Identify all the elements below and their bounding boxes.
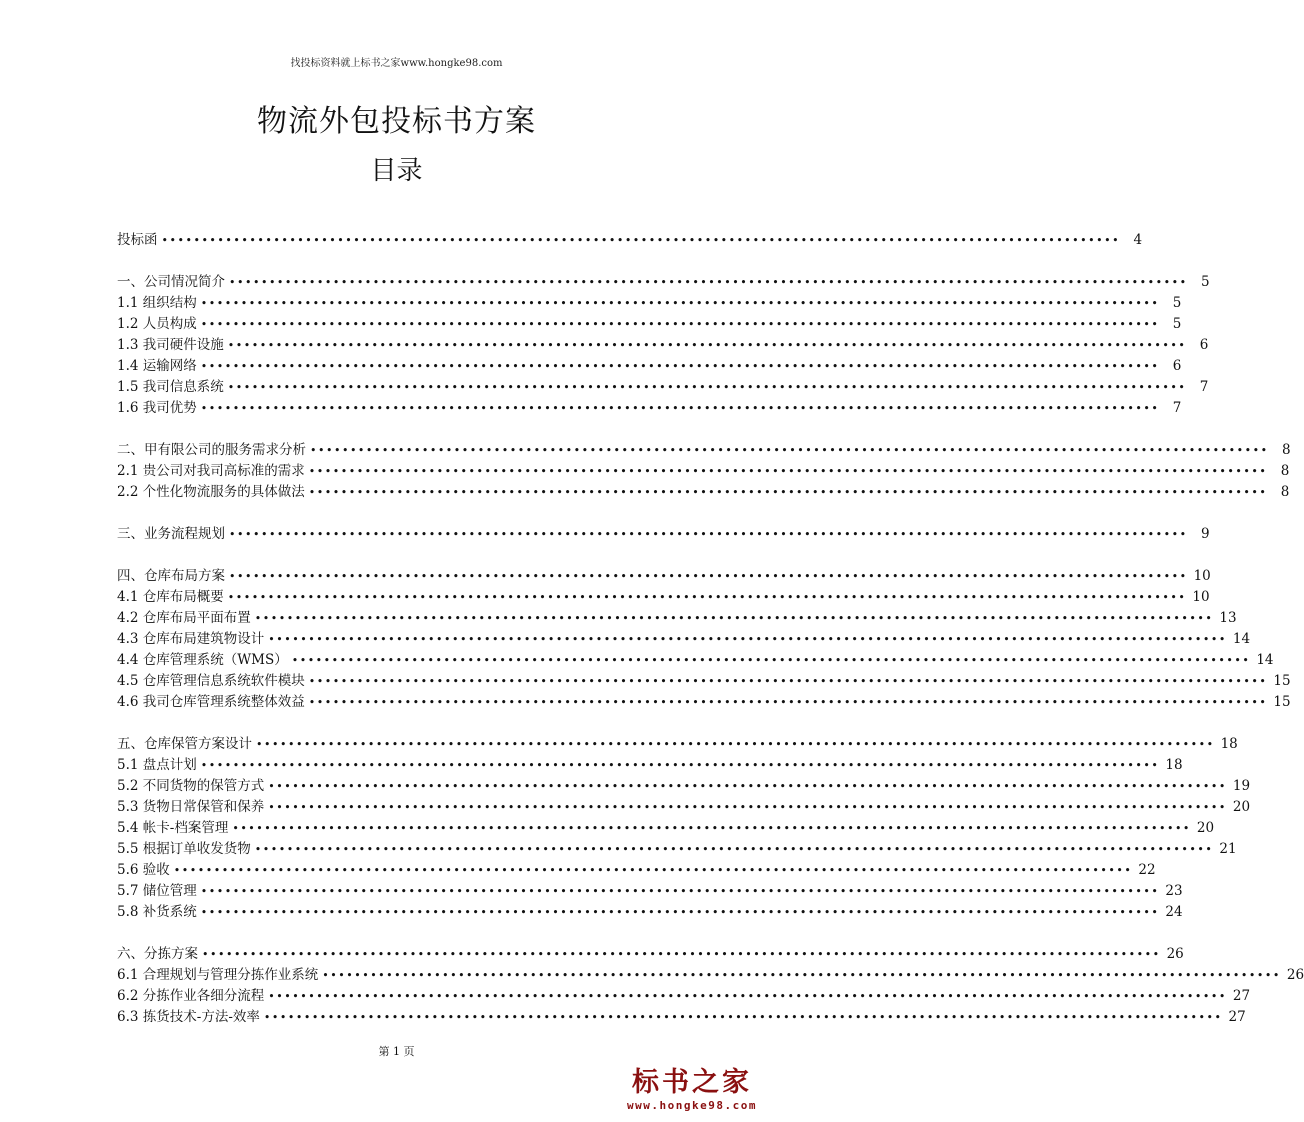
toc-entry-label: 1.2 人员构成 [117, 316, 197, 332]
toc-entry-page: 7 [1172, 400, 1182, 416]
toc-entry[interactable] [117, 839, 1237, 860]
toc-entry-page: 19 [1232, 778, 1251, 794]
toc-entry[interactable] [117, 755, 1183, 776]
toc-entry-page: 21 [1219, 841, 1237, 857]
toc-leader-dots: •••••••••••••••••••••••••••••••••••••••••••••••••••••••••••••••••••••••••••••••••••••••••••••••••••••••••••••••••••••••• [256, 738, 1215, 751]
toc-entry-page: 10 [1193, 568, 1211, 584]
toc-leader-dots: •••••••••••••••••••••••••••••••••••••••••••••••••••••••••••••••••••••••••••••••••••••••••••••••••••••••••••••••••••••••• [202, 948, 1161, 961]
toc-entry-label: 4.4 仓库管理系统（WMS） [117, 652, 288, 668]
document-title: 物流外包投标书方案 [257, 104, 536, 139]
toc-leader-dots: •••••••••••••••••••••••••••••••••••••••••••••••••••••••••••••••••••••••••••••••••••••••••••••••••••••••••••••••••••••••• [200, 297, 1160, 310]
toc-leader-dots: •••••••••••••••••••••••••••••••••••••••••••••••••••••••••••••••••••••••••••••••••••••••••••••••••••••••••••••••••••••••• [227, 339, 1187, 352]
toc-entry-page: 27 [1232, 988, 1251, 1004]
toc-entry-page: 5 [1172, 295, 1182, 311]
toc-entry[interactable] [117, 524, 1210, 545]
toc-entry-page: 14 [1256, 652, 1274, 668]
toc-entry[interactable] [117, 230, 1143, 251]
toc-entry-page: 10 [1192, 589, 1210, 605]
toc-entry[interactable] [117, 461, 1290, 482]
toc-entry-label: 四、仓库布局方案 [117, 568, 225, 584]
toc-entry-label: 一、公司情况简介 [117, 274, 225, 290]
toc-entry-label: 5.2 不同货物的保管方式 [117, 778, 265, 794]
toc-entry[interactable] [117, 482, 1290, 503]
toc-entry-label: 1.1 组织结构 [117, 295, 197, 311]
toc-entry[interactable] [117, 881, 1183, 902]
toc-entry-label: 4.6 我司仓库管理系统整体效益 [117, 694, 305, 710]
toc-leader-dots: •••••••••••••••••••••••••••••••••••••••••••••••••••••••••••••••••••••••••••••••••••••••••••••••••••••••••••••••••••••••• [308, 486, 1268, 499]
toc-entry-page: 20 [1232, 799, 1251, 815]
toc-entry-page: 6 [1199, 337, 1209, 353]
toc-leader-dots: •••••••••••••••••••••••••••••••••••••••••••••••••••••••••••••••••••••••••••••••••••••••••••••••••••••••••••••••••••••••• [268, 990, 1227, 1003]
toc-leader-dots: •••••••••••••••••••••••••••••••••••••••••••••••••••••••••••••••••••••••••••••••••••••••••••••••••••••••••••••••••••••••• [254, 843, 1214, 856]
toc-entry[interactable] [117, 293, 1182, 314]
page-number: 第 1 页 [378, 1045, 415, 1058]
toc-entry-page: 23 [1165, 883, 1183, 899]
toc-entry-label: 6.3 拣货技术-方法-效率 [117, 1009, 260, 1025]
toc-entry[interactable] [117, 860, 1156, 881]
toc-leader-dots: •••••••••••••••••••••••••••••••••••••••••••••••••••••••••••••••••••••••••••••••••••••••••••••••••••••••••••••••••••••••• [268, 801, 1227, 814]
toc-entry-page: 26 [1286, 967, 1304, 983]
toc-entry-page: 6 [1172, 358, 1182, 374]
toc-entry-label: 6.1 合理规划与管理分拣作业系统 [117, 967, 319, 983]
toc-entry-page: 27 [1228, 1009, 1246, 1025]
toc-leader-dots: •••••••••••••••••••••••••••••••••••••••••••••••••••••••••••••••••••••••••••••••••••••••••••••••••••••••••••••••••••••••• [200, 906, 1160, 919]
toc-entry[interactable] [117, 587, 1210, 608]
toc-entry[interactable] [117, 818, 1215, 839]
toc-entry-page: 4 [1133, 232, 1143, 248]
toc-leader-dots: •••••••••••••••••••••••••••••••••••••••••••••••••••••••••••••••••••••••••••••••••••••••••••••••••••••••••••••••••••••••• [322, 969, 1281, 982]
toc-entry-page: 18 [1165, 757, 1183, 773]
toc-leader-dots: •••••••••••••••••••••••••••••••••••••••••••••••••••••••••••••••••••••••••••••••••••••••••••••••••••••••••••••••••••••••• [308, 465, 1268, 478]
toc-entry-label: 4.2 仓库布局平面布置 [117, 610, 251, 626]
toc-entry[interactable] [117, 965, 1304, 986]
logo-url: www.hongke98.com [627, 1099, 757, 1112]
toc-entry-label: 5.4 帐卡-档案管理 [117, 820, 229, 836]
toc-entry-label: 4.3 仓库布局建筑物设计 [117, 631, 265, 647]
toc-entry-label: 5.8 补货系统 [117, 904, 197, 920]
toc-entry-label: 2.1 贵公司对我司高标准的需求 [117, 463, 305, 479]
toc-entry[interactable] [117, 797, 1251, 818]
toc-entry[interactable] [117, 314, 1182, 335]
toc-leader-dots: •••••••••••••••••••••••••••••••••••••••••••••••••••••••••••••••••••••••••••••••••••••••••••••••••••••••••••••••••••••••• [291, 654, 1251, 667]
toc-leader-dots: •••••••••••••••••••••••••••••••••••••••••••••••••••••••••••••••••••••••••••••••••••••••••••••••••••••••••••••••••••••••• [161, 234, 1121, 247]
toc-entry-label: 1.6 我司优势 [117, 400, 197, 416]
toc-entry[interactable] [117, 692, 1291, 713]
toc-entry-page: 8 [1282, 442, 1291, 458]
toc-entry-page: 26 [1166, 946, 1184, 962]
toc-leader-dots: •••••••••••••••••••••••••••••••••••••••••••••••••••••••••••••••••••••••••••••••••••••••••••••••••••••••••••••••••••••••• [268, 780, 1227, 793]
toc-entry-label: 5.7 储位管理 [117, 883, 197, 899]
toc-entry-label: 5.1 盘点计划 [117, 757, 197, 773]
toc-entry-page: 5 [1172, 316, 1182, 332]
toc-leader-dots: •••••••••••••••••••••••••••••••••••••••••••••••••••••••••••••••••••••••••••••••••••••••••••••••••••••••••••••••••••••••• [200, 759, 1160, 772]
toc-entry-page: 24 [1165, 904, 1183, 920]
toc-leader-dots: •••••••••••••••••••••••••••••••••••••••••••••••••••••••••••••••••••••••••••••••••••••••••••••••••••••••••••••••••••••••• [229, 528, 1188, 541]
toc-entry[interactable] [117, 335, 1209, 356]
toc-entry[interactable] [117, 776, 1251, 797]
toc-entry-label: 4.1 仓库布局概要 [117, 589, 224, 605]
toc-entry-label: 投标函 [117, 232, 158, 248]
toc-entry-page: 15 [1273, 673, 1291, 689]
toc-entry[interactable] [117, 734, 1238, 755]
toc-entry-page: 18 [1220, 736, 1238, 752]
toc-entry-page: 5 [1201, 274, 1210, 290]
toc-leader-dots: •••••••••••••••••••••••••••••••••••••••••••••••••••••••••••••••••••••••••••••••••••••••••••••••••••••••••••••••••••••••• [229, 276, 1188, 289]
toc-leader-dots: •••••••••••••••••••••••••••••••••••••••••••••••••••••••••••••••••••••••••••••••••••••••••••••••••••••••••••••••••••••••• [263, 1011, 1223, 1024]
toc-entry-label: 2.2 个性化物流服务的具体做法 [117, 484, 305, 500]
toc-leader-dots: •••••••••••••••••••••••••••••••••••••••••••••••••••••••••••••••••••••••••••••••••••••••••••••••••••••••••••••••••••••••• [227, 381, 1187, 394]
toc-entry-label: 5.6 验收 [117, 862, 170, 878]
toc-entry-label: 三、业务流程规划 [117, 526, 225, 542]
toc-entry-label: 4.5 仓库管理信息系统软件模块 [117, 673, 305, 689]
toc-leader-dots: •••••••••••••••••••••••••••••••••••••••••••••••••••••••••••••••••••••••••••••••••••••••••••••••••••••••••••••••••••••••• [268, 633, 1227, 646]
toc-entry[interactable] [117, 902, 1183, 923]
toc-leader-dots: •••••••••••••••••••••••••••••••••••••••••••••••••••••••••••••••••••••••••••••••••••••••••••••••••••••••••••••••••••••••• [227, 591, 1187, 604]
toc-entry-label: 1.5 我司信息系统 [117, 379, 224, 395]
toc-entry-label: 5.3 货物日常保管和保养 [117, 799, 265, 815]
toc-leader-dots: •••••••••••••••••••••••••••••••••••••••••••••••••••••••••••••••••••••••••••••••••••••••••••••••••••••••••••••••••••••••• [308, 696, 1268, 709]
toc-leader-dots: •••••••••••••••••••••••••••••••••••••••••••••••••••••••••••••••••••••••••••••••••••••••••••••••••••••••••••••••••••••••• [200, 318, 1160, 331]
toc-entry[interactable] [117, 440, 1291, 461]
toc-entry[interactable] [117, 986, 1251, 1007]
toc-entry-page: 8 [1280, 484, 1290, 500]
toc-leader-dots: •••••••••••••••••••••••••••••••••••••••••••••••••••••••••••••••••••••••••••••••••••••••••••••••••••••••••••••••••••••••• [229, 570, 1188, 583]
toc-entry-label: 6.2 分拣作业各细分流程 [117, 988, 265, 1004]
toc-entry-page: 15 [1273, 694, 1291, 710]
toc-entry[interactable] [117, 650, 1274, 671]
page-header: 找投标资料就上标书之家www.hongke98.com [290, 58, 503, 69]
toc-heading: 目录 [370, 156, 423, 186]
toc-entry[interactable] [117, 356, 1182, 377]
site-logo [607, 1060, 777, 1112]
toc-entry-page: 22 [1138, 862, 1156, 878]
toc-leader-dots: •••••••••••••••••••••••••••••••••••••••••••••••••••••••••••••••••••••••••••••••••••••••••••••••••••••••••••••••••••••••• [308, 675, 1268, 688]
toc-leader-dots: •••••••••••••••••••••••••••••••••••••••••••••••••••••••••••••••••••••••••••••••••••••••••••••••••••••••••••••••••••••••• [200, 360, 1160, 373]
toc-entry[interactable] [117, 608, 1237, 629]
toc-entry-label: 五、仓库保管方案设计 [117, 736, 252, 752]
toc-entry[interactable] [117, 398, 1182, 419]
toc-entry-page: 9 [1201, 526, 1210, 542]
toc-entry-label: 1.4 运输网络 [117, 358, 197, 374]
toc-entry[interactable] [117, 1007, 1246, 1028]
toc-leader-dots: •••••••••••••••••••••••••••••••••••••••••••••••••••••••••••••••••••••••••••••••••••••••••••••••••••••••••••••••••••••••• [173, 864, 1133, 877]
toc-leader-dots: •••••••••••••••••••••••••••••••••••••••••••••••••••••••••••••••••••••••••••••••••••••••••••••••••••••••••••••••••••••••• [200, 402, 1160, 415]
toc-entry-label: 二、甲有限公司的服务需求分析 [117, 442, 306, 458]
logo-text: 标书之家 [632, 1067, 752, 1098]
toc-entry-page: 13 [1219, 610, 1237, 626]
toc-entry-page: 14 [1232, 631, 1251, 647]
toc-entry[interactable] [117, 272, 1210, 293]
toc-entry-label: 1.3 我司硬件设施 [117, 337, 224, 353]
toc-entry-label: 六、分拣方案 [117, 946, 198, 962]
toc-entry[interactable] [117, 944, 1184, 965]
toc-leader-dots: •••••••••••••••••••••••••••••••••••••••••••••••••••••••••••••••••••••••••••••••••••••••••••••••••••••••••••••••••••••••• [232, 822, 1191, 835]
toc-entry-page: 20 [1196, 820, 1215, 836]
toc-entry[interactable] [117, 629, 1251, 650]
toc-entry[interactable] [117, 671, 1291, 692]
toc-entry-label: 5.5 根据订单收发货物 [117, 841, 251, 857]
table-of-contents [117, 230, 1304, 1028]
toc-leader-dots: •••••••••••••••••••••••••••••••••••••••••••••••••••••••••••••••••••••••••••••••••••••••••••••••••••••••••••••••••••••••• [254, 612, 1214, 625]
toc-entry[interactable] [117, 566, 1211, 587]
toc-entry-page: 7 [1199, 379, 1209, 395]
toc-leader-dots: •••••••••••••••••••••••••••••••••••••••••••••••••••••••••••••••••••••••••••••••••••••••••••••••••••••••••••••••••••••••• [200, 885, 1160, 898]
toc-entry[interactable] [117, 377, 1209, 398]
toc-entry-page: 8 [1280, 463, 1290, 479]
toc-leader-dots: •••••••••••••••••••••••••••••••••••••••••••••••••••••••••••••••••••••••••••••••••••••••••••••••••••••••••••••••••••••••• [310, 444, 1269, 457]
